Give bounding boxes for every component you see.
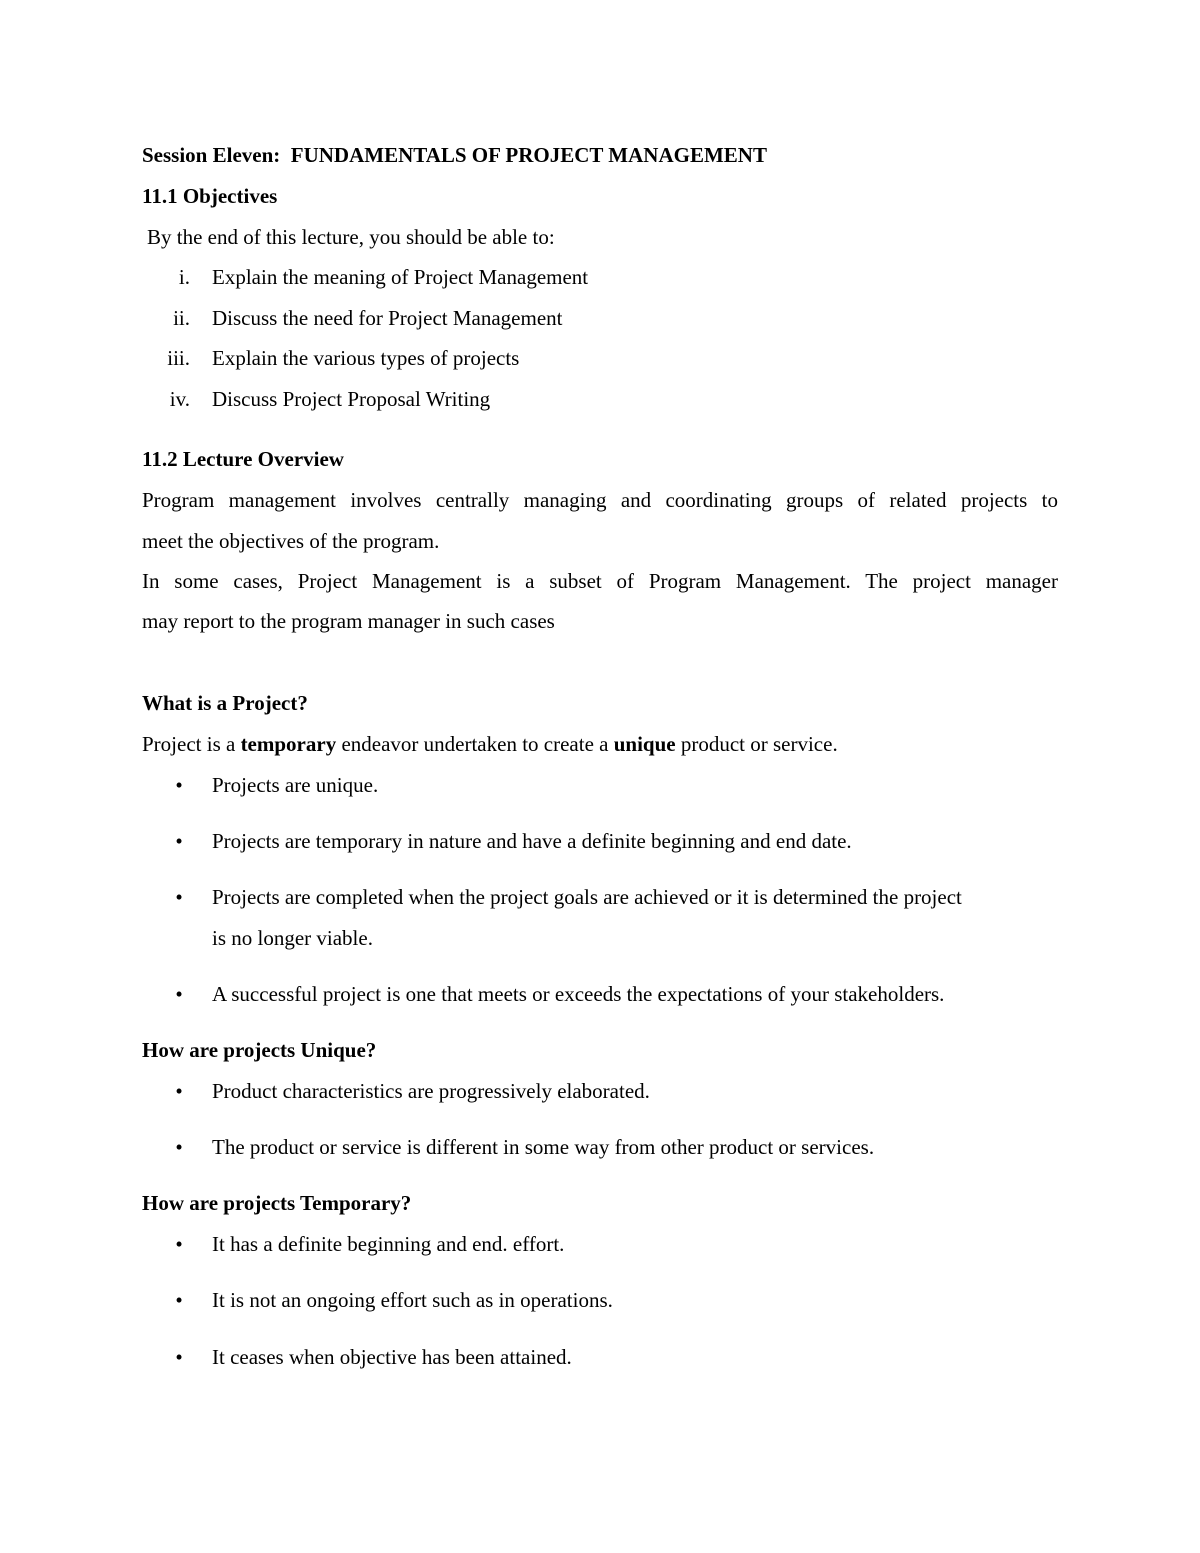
list-item: Explain the meaning of Project Management <box>212 265 589 289</box>
list-item: It is not an ongoing effort such as in operations. <box>212 1288 613 1312</box>
list-item-continuation: is no longer viable. <box>212 926 373 950</box>
definition-bold-temporary: temporary <box>240 732 337 756</box>
temporary-heading: How are projects Temporary? <box>142 1191 412 1215</box>
list-item: Explain the various types of projects <box>212 346 520 370</box>
bullet-icon: • <box>175 982 183 1006</box>
bullet-icon: • <box>175 1232 183 1256</box>
list-item: Product characteristics are progressively elaborated. <box>212 1079 650 1103</box>
list-item: It has a definite beginning and end. effort. <box>212 1232 565 1256</box>
project-definition <box>142 732 838 756</box>
bullet-icon: • <box>175 1135 183 1159</box>
objectives-intro: By the end of this lecture, you should be able to: <box>147 225 555 249</box>
overview-paragraph-1-line-1: Program management involves centrally managing and coordinating groups of related projects to <box>142 488 1058 512</box>
session-title <box>142 143 767 167</box>
bullet-icon: • <box>175 773 183 797</box>
unique-heading: How are projects Unique? <box>142 1038 377 1062</box>
overview-paragraph-2-line-1: In some cases, Project Management is a subset of Program Management. The project manager <box>142 569 1058 593</box>
bullet-icon: • <box>175 1345 183 1369</box>
objectives-heading: 11.1 Objectives <box>142 184 278 208</box>
list-item: A successful project is one that meets or exceeds the expectations of your stakeholders. <box>212 982 945 1006</box>
overview-paragraph-2-line-2: may report to the program manager in such cases <box>142 609 555 633</box>
definition-bold-unique: unique <box>613 732 676 756</box>
bullet-icon: • <box>175 885 183 909</box>
overview-heading: 11.2 Lecture Overview <box>142 447 344 471</box>
bullet-icon: • <box>175 1079 183 1103</box>
list-item: Projects are temporary in nature and have a definite beginning and end date. <box>212 829 852 853</box>
list-item: Discuss the need for Project Management <box>212 306 563 330</box>
list-item: The product or service is different in some way from other product or services. <box>212 1135 875 1159</box>
list-item: It ceases when objective has been attained. <box>212 1345 572 1369</box>
bullet-icon: • <box>175 829 183 853</box>
list-marker: i. <box>178 265 190 289</box>
list-item: Projects are unique. <box>212 773 379 797</box>
definition-text: product or service. <box>675 732 838 756</box>
what-is-project-heading: What is a Project? <box>142 691 308 715</box>
list-item: Discuss Project Proposal Writing <box>212 387 491 411</box>
definition-text: endeavor undertaken to create a <box>336 732 614 756</box>
overview-paragraph-1-line-2: meet the objectives of the program. <box>142 529 440 553</box>
list-marker: ii. <box>173 306 190 330</box>
session-prefix: Session Eleven: <box>142 143 281 167</box>
list-marker: iii. <box>167 346 190 370</box>
bullet-icon: • <box>175 1288 183 1312</box>
list-item: Projects are completed when the project goals are achieved or it is determined the project <box>212 885 962 909</box>
list-marker: iv. <box>169 387 190 411</box>
session-title-text: FUNDAMENTALS OF PROJECT MANAGEMENT <box>290 143 767 167</box>
definition-text: Project is a <box>142 732 241 756</box>
